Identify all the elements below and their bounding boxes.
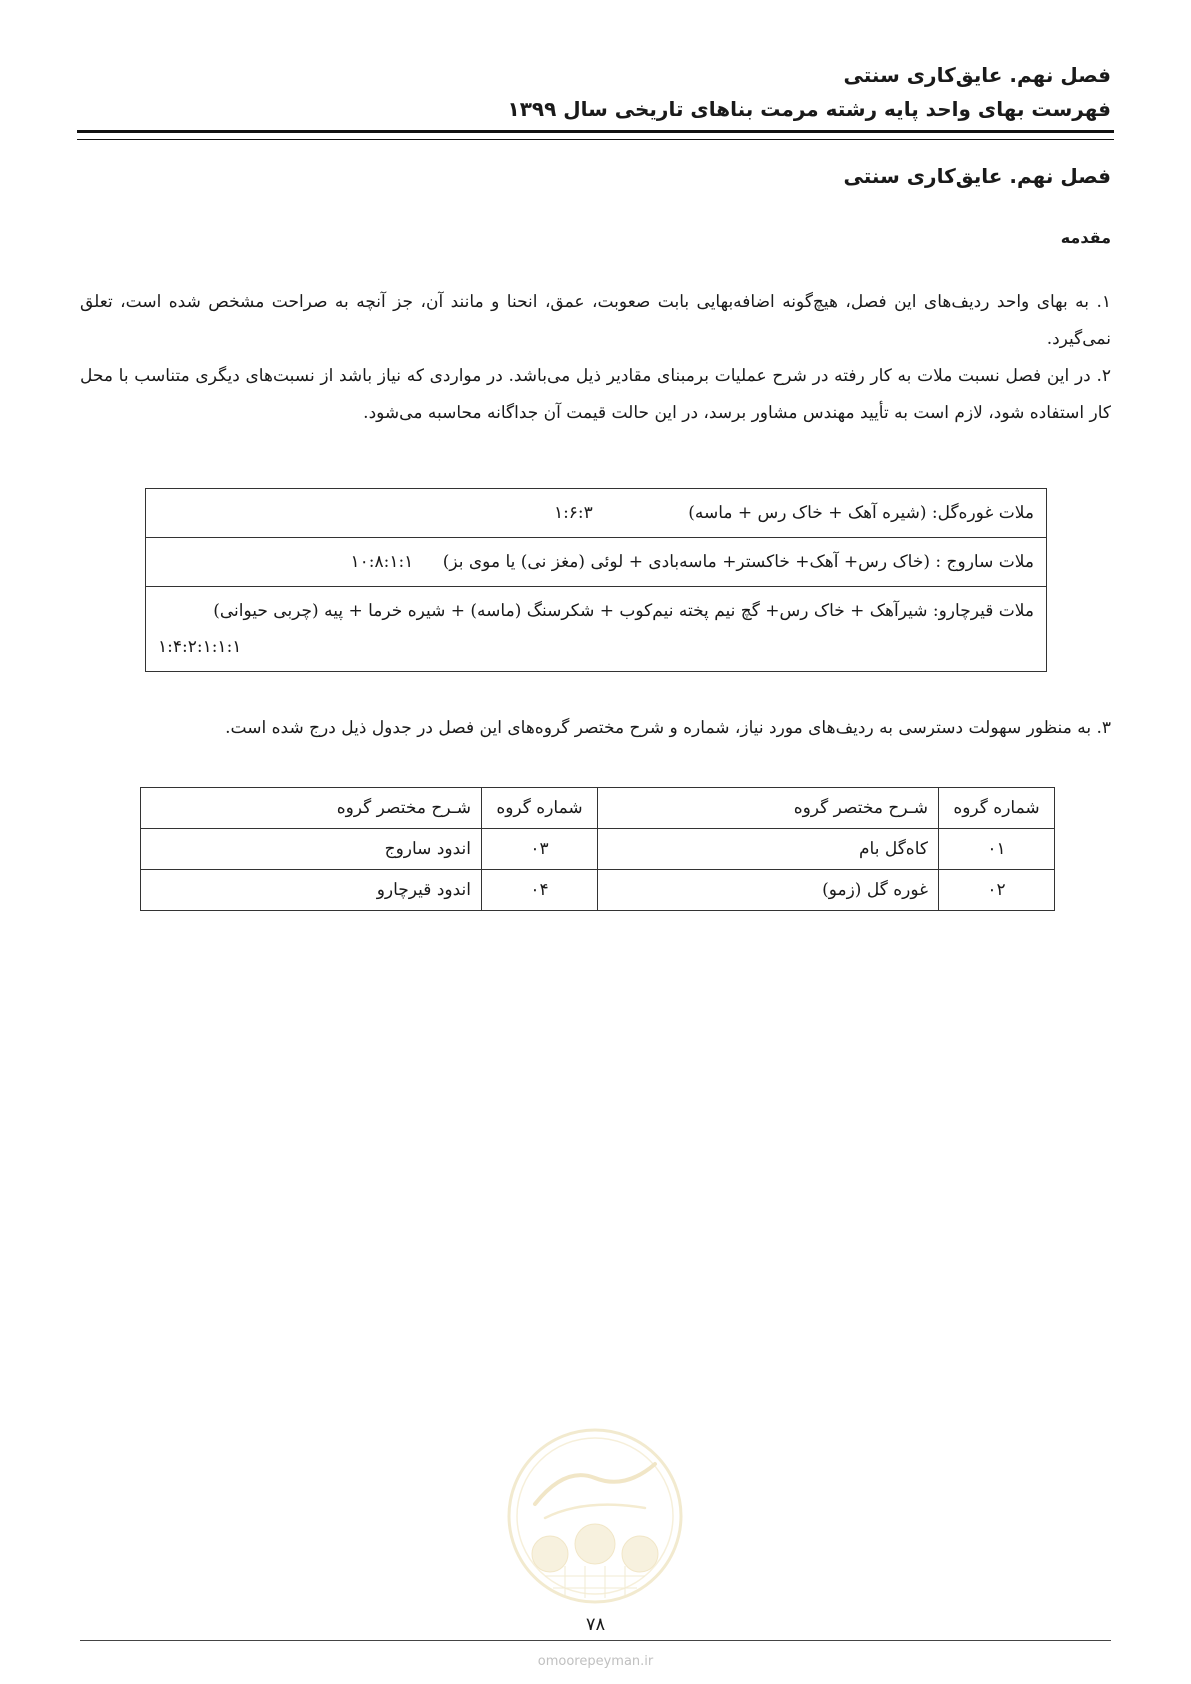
mortar-ratio: ۱:۴:۲:۱:۱:۱ (158, 637, 242, 657)
section-title: فصل نهم. عایق‌کاری سنتی (843, 164, 1111, 188)
mortar-description: ملات غوره‌گل: (شیره آهک + خاک رس + ماسه) (688, 503, 1034, 523)
footer-divider (80, 1640, 1111, 1641)
mortar-description: ملات قیرچارو: شیرآهک + خاک رس+ گچ نیم پخته نیم‌کوب + شکرسنگ (ماسه) + شیره خرما + پیه (چربی حیوانی) (213, 601, 1034, 621)
mortar-row (146, 587, 1046, 671)
header-chapter-title: فصل نهم. عایق‌کاری سنتی (843, 63, 1111, 87)
site-watermark-url: omoorepeyman.ir (537, 1654, 654, 1669)
mortar-row (146, 538, 1046, 587)
group-description-cell: کاه‌گل بام (598, 829, 939, 870)
header-divider (77, 130, 1114, 140)
column-header-group-description: شـرح مختصر گروه (141, 788, 482, 829)
mortar-description: ملات ساروج : (خاک رس+ آهک+ خاکستر+ ماسه‌بادی + لوئی (مغز نی) یا موی بز) (442, 552, 1034, 572)
group-table (140, 787, 1055, 911)
table-row (141, 829, 1055, 870)
mortar-row (146, 489, 1046, 538)
group-number-cell: ۰۲ (939, 870, 1055, 911)
group-number-cell: ۰۳ (482, 829, 598, 870)
paragraph-3: ۳. به منظور سهولت دسترسی به ردیف‌های مورد نیاز، شماره و شرح مختصر گروه‌های این فصل در جدول ذیل درج شده است. (225, 718, 1111, 738)
page-number: ۷۸ (585, 1614, 606, 1635)
table-row (141, 870, 1055, 911)
mortar-ratio: ۱:۶:۳ (553, 503, 593, 523)
paragraph-2: ۲. در این فصل نسبت ملات به کار رفته در شرح عملیات برمبنای مقادیر ذیل می‌باشد. در مواردی که نیاز باشد از نسبت‌های دیگری متناسب با محل کار استفاده شود، لازم است به تأیید مهندس مشاور برسد، در این حالت قیمت آن جداگانه محاسبه می‌شود. (80, 366, 1111, 423)
column-header-group-number: شماره گروه (482, 788, 598, 829)
group-description-cell: غوره گل (زمو) (598, 870, 939, 911)
group-description-cell: اندود ساروج (141, 829, 482, 870)
column-header-group-description: شـرح مختصر گروه (598, 788, 939, 829)
paragraph-1: ۱. به بهای واحد ردیف‌های این فصل، هیچ‌گونه اضافه‌بهایی بابت صعوبت، عمق، انحنا و مانند آن، جز آنچه به صراحت مشخص شده است، تعلق نمی‌گیرد. (80, 292, 1111, 349)
header-document-title: فهرست بهای واحد پایه رشته مرمت بناهای تاریخی سال ۱۳۹۹ (507, 97, 1111, 121)
group-description-cell: اندود قیرچارو (141, 870, 482, 911)
intro-heading: مقدمه (1060, 228, 1111, 247)
page-header (80, 58, 1111, 126)
mortar-ratios-box (145, 488, 1047, 672)
table-header-row (141, 788, 1055, 829)
group-number-cell: ۰۱ (939, 829, 1055, 870)
mortar-ratio: ۱۰:۸:۱:۱ (350, 552, 414, 572)
column-header-group-number: شماره گروه (939, 788, 1055, 829)
watermark-logo-icon (505, 1426, 685, 1606)
intro-paragraphs (80, 284, 1111, 432)
group-number-cell: ۰۴ (482, 870, 598, 911)
